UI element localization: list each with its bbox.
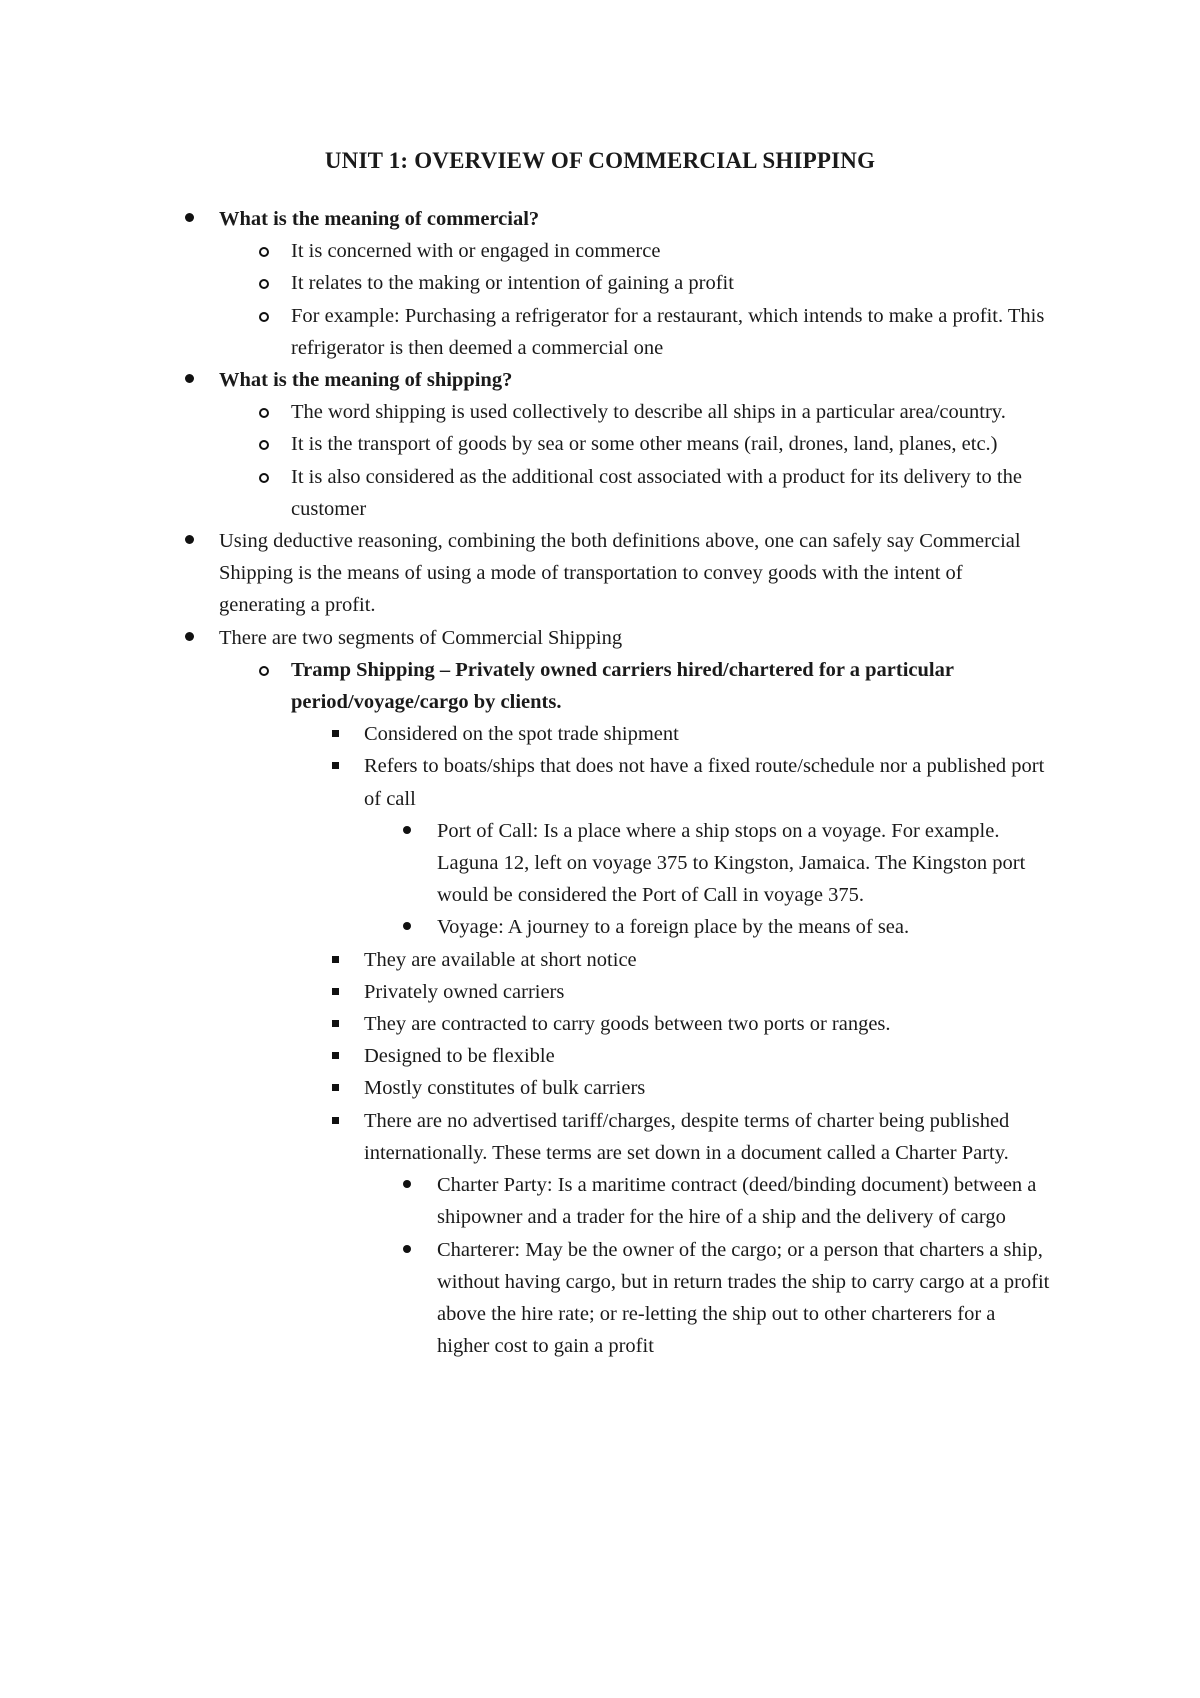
bullet-disc-icon [185, 374, 194, 383]
bullet-disc-icon [403, 1180, 411, 1188]
bullet-disc-icon [185, 535, 194, 544]
list-item-text: For example: Purchasing a refrigerator for a restaurant, which intends to make a profit. This refrigerator is then deemed a commercial one [291, 304, 1045, 359]
list-item [364, 976, 1050, 1008]
bullet-square-icon [332, 1117, 339, 1124]
bullet-disc-icon [185, 632, 194, 641]
list-item [219, 203, 1050, 235]
list-item [364, 750, 1050, 814]
bullet-circle-icon [259, 279, 269, 289]
tramp-shipping-heading: Tramp Shipping – Privately owned carriers hired/chartered for a particular period/voyage/cargo by clients. [291, 658, 954, 714]
list-item-text: Refers to boats/ships that does not have a fixed route/schedule nor a published port of call [364, 755, 1045, 810]
list-item-text: Charter Party: Is a maritime contract (deed/binding document) between a shipowner and a trader for the hire of a ship and the delivery of cargo [437, 1174, 1037, 1229]
bullet-circle-icon [259, 247, 269, 257]
bullet-square-icon [332, 1084, 339, 1091]
bullet-square-icon [332, 730, 339, 737]
list-item [291, 396, 1050, 428]
list-item [437, 1234, 1050, 1363]
bullet-square-icon [332, 956, 339, 963]
question-heading: What is the meaning of shipping? [219, 369, 513, 392]
list-item-text: Mostly constitutes of bulk carriers [364, 1077, 646, 1100]
bullet-square-icon [332, 1020, 339, 1027]
bullet-circle-icon [259, 408, 269, 418]
list-item-text: The word shipping is used collectively to describe all ships in a particular area/country. [291, 401, 1006, 424]
bullet-circle-icon [259, 440, 269, 450]
list-item [291, 461, 1050, 525]
list-item-text: It is also considered as the additional cost associated with a product for its delivery to the customer [291, 465, 1022, 520]
list-item [219, 525, 1050, 622]
list-item-text: They are available at short notice [364, 948, 637, 971]
bullet-circle-icon [259, 666, 269, 676]
list-item [364, 718, 1050, 750]
list-item [437, 815, 1050, 912]
list-item-text: Voyage: A journey to a foreign place by the means of sea. [437, 916, 910, 939]
question-heading: What is the meaning of commercial? [219, 208, 540, 230]
list-item [437, 1169, 1050, 1233]
list-item-text: It is concerned with or engaged in commerce [291, 240, 661, 263]
list-item-text: Charterer: May be the owner of the cargo; or a person that charters a ship, without having cargo, but in return trades the ship to carry cargo at a profit above the hire rate; or re-letting the ship out to other charterers for a higher cost to gain a profit [437, 1238, 1050, 1358]
list-item [219, 364, 1050, 396]
list-item-text: It relates to the making or intention of gaining a profit [291, 272, 734, 295]
list-item-text: There are two segments of Commercial Shipping [219, 626, 623, 649]
bullet-square-icon [332, 1052, 339, 1059]
list-item [219, 622, 1050, 654]
list-item [291, 300, 1050, 364]
list-item-text: There are no advertised tariff/charges, despite terms of charter being published internationally. These terms are set down in a document called a Charter Party. [364, 1109, 1010, 1164]
bullet-circle-icon [259, 473, 269, 483]
bullet-square-icon [332, 762, 339, 769]
list-item [364, 1008, 1050, 1040]
list-item [364, 1040, 1050, 1072]
page-title: UNIT 1: OVERVIEW OF COMMERCIAL SHIPPING [324, 148, 876, 173]
list-item [291, 654, 1050, 718]
bullet-disc-icon [185, 213, 194, 222]
list-item [291, 267, 1050, 299]
bullet-circle-icon [259, 312, 269, 322]
list-item [291, 428, 1050, 460]
list-item-text: Considered on the spot trade shipment [364, 723, 679, 746]
bullet-disc-icon [403, 1245, 411, 1253]
list-item-text: It is the transport of goods by sea or some other means (rail, drones, land, planes, etc.) [291, 433, 998, 456]
list-item [364, 944, 1050, 976]
list-item-text: They are contracted to carry goods between two ports or ranges. [364, 1013, 891, 1036]
bullet-disc-icon [403, 826, 411, 834]
list-item [291, 235, 1050, 267]
list-item-text: Using deductive reasoning, combining the both definitions above, one can safely say Commercial Shipping is the means of using a mode of transportation to convey goods with the intent of generating a profit. [219, 530, 1021, 617]
list-item-text: Privately owned carriers [364, 980, 565, 1003]
list-item [364, 1072, 1050, 1104]
document-body [0, 203, 1200, 1362]
list-item-text: Port of Call: Is a place where a ship stops on a voyage. For example. Laguna 12, left on voyage 375 to Kingston, Jamaica. The Kingston port would be considered the Port of Call in voyage 375. [437, 819, 1026, 907]
list-item [364, 1105, 1050, 1169]
list-item [437, 911, 1050, 943]
bullet-disc-icon [403, 922, 411, 930]
list-item-text: Designed to be flexible [364, 1045, 555, 1068]
bullet-square-icon [332, 988, 339, 995]
